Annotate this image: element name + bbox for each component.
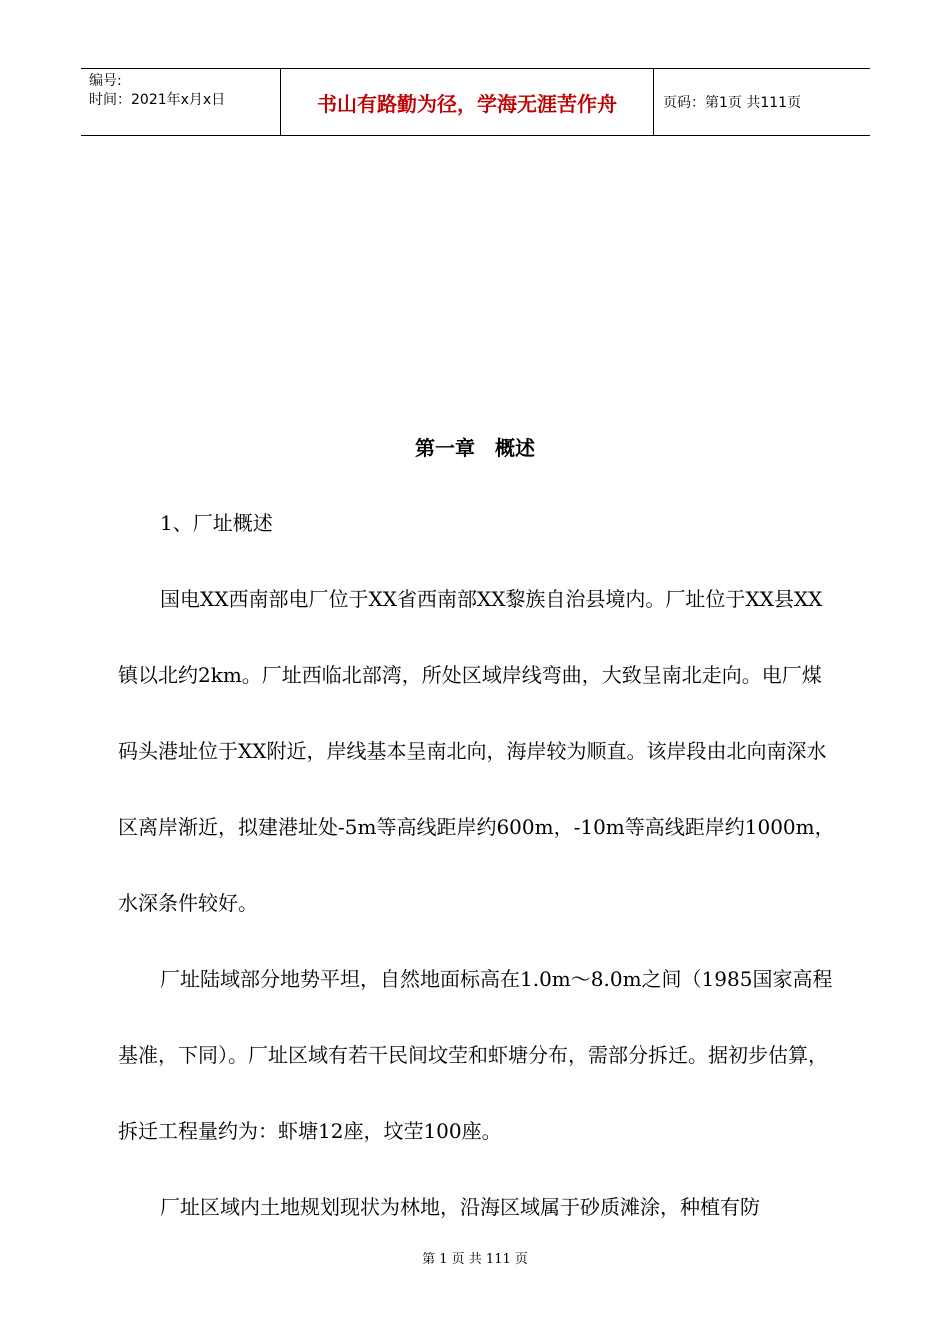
chapter-title: 第一章 概述 (415, 436, 535, 460)
document-body (118, 485, 838, 1245)
page-header-table (81, 68, 870, 136)
header-left-cell (81, 69, 281, 135)
body-paragraph: 国电XX西南部电厂位于XX省西南部XX黎族自治县境内。厂址位于XX县XX镇以北约2km。厂址西临北部湾，所处区域岸线弯曲，大致呈南北走向。电厂煤码头港址位于XX附近，岸线基本呈南北向，海岸较为顺直。该岸段由北向南深水区离岸渐近，拟建港址处-5m等高线距岸约600m，-10m等高线距岸约1000m，水深条件较好。 (118, 587, 835, 915)
header-page-cell (654, 69, 870, 135)
header-page-info: 页码：第1页 共111页 (663, 95, 802, 111)
page-footer: 第 1 页 共 111 页 (422, 1252, 528, 1267)
header-number-label: 编号: (89, 73, 122, 89)
section-heading: 1、厂址概述 (160, 511, 273, 535)
body-paragraph: 厂址陆域部分地势平坦，自然地面标高在1.0m～8.0m之间（1985国家高程基准，下同）。厂址区域有若干民间坟茔和虾塘分布，需部分拆迁。据初步估算，拆迁工程量约为：虾塘12座，坟茔100座。 (118, 967, 833, 1143)
header-time-label: 时间：2021年x月x日 (89, 92, 226, 108)
body-paragraph: 厂址区域内土地规划现状为林地，沿海区域属于砂质滩涂，种植有防 (160, 1195, 760, 1219)
header-motto: 书山有路勤为径，学海无涯苦作舟 (317, 91, 617, 116)
header-motto-cell (281, 69, 654, 135)
